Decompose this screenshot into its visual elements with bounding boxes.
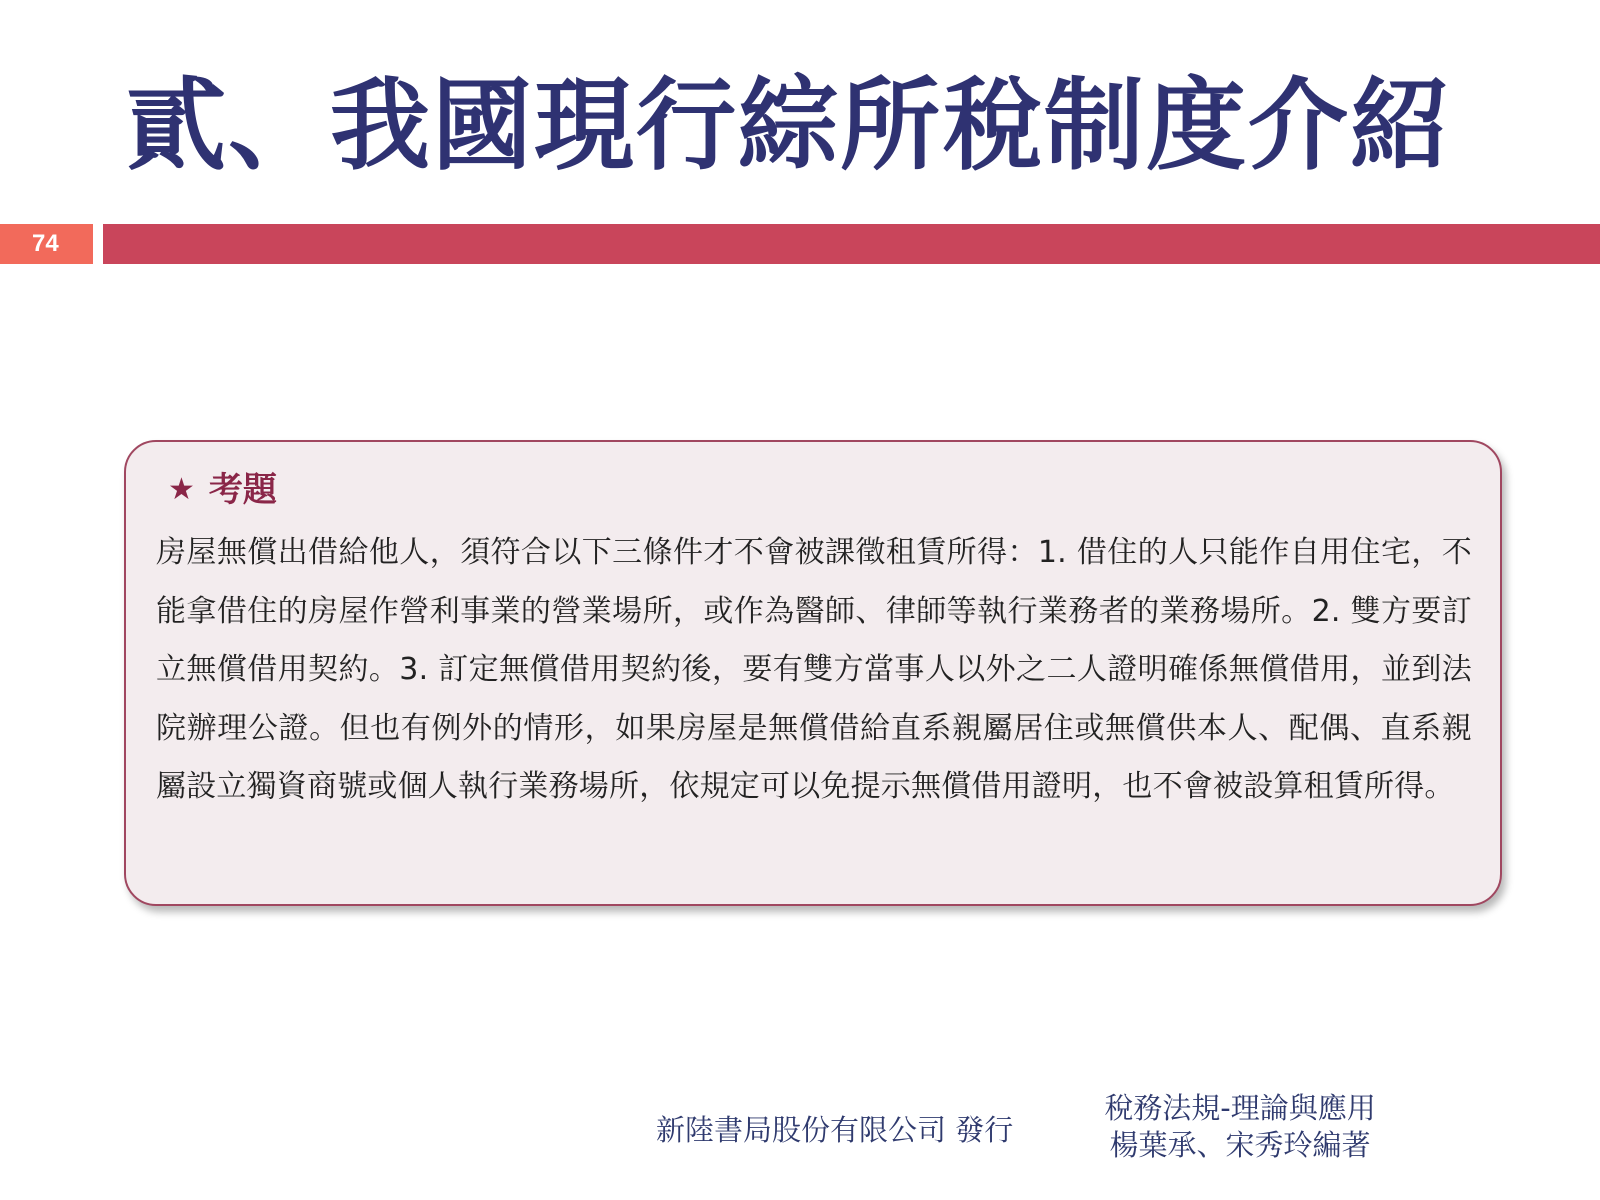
footer-book-info xyxy=(1095,1090,1385,1164)
exam-header xyxy=(168,464,1472,516)
footer-book-title: 稅務法規-理論與應用 xyxy=(1104,1091,1376,1125)
exam-body-text: 房屋無償出借給他人，須符合以下三條件才不會被課徵租賃所得：1. 借住的人只能作自用住宅，不能拿借住的房屋作營利事業的營業場所，或作為醫師、律師等執行業務者的業務場所。2. 雙方要訂立無償借用契約。3. 訂定無償借用契約後，要有雙方當事人以外之二人證明確係無償借用，並到法院辦理公證。但也有例外的情形，如果房屋是無償借給直系親屬居住或無償供本人、配偶、直系親屬設立獨資商號或個人執行業務場所，依規定可以免提示無償借用證明，也不會被設算租賃所得。 xyxy=(156,535,1472,804)
title-divider-bar xyxy=(103,224,1600,264)
page-number: 74 xyxy=(0,224,93,264)
slide-title: 貳、我國現行綜所稅制度介紹 xyxy=(126,67,1452,184)
star-icon: ★ xyxy=(168,472,195,507)
exam-heading: 考題 xyxy=(208,470,277,510)
footer-authors: 楊葉承、宋秀玲編著 xyxy=(1109,1128,1371,1162)
exam-question-box xyxy=(124,440,1502,906)
footer-publisher: 新陸書局股份有限公司 發行 xyxy=(656,1113,1014,1147)
